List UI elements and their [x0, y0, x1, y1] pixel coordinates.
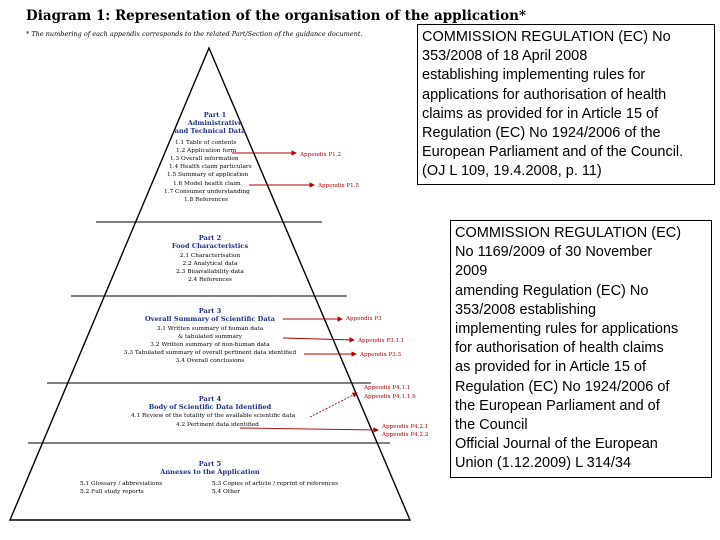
part-2-item: 2.3 Bioavailability data — [176, 269, 244, 275]
part-1-item: 1.1 Table of contents — [175, 140, 237, 146]
textbox-line: Regulation (EC) No 1924/2006 of the — [422, 125, 661, 142]
textbox-line: European Parliament and of the Council. — [422, 144, 684, 161]
diagram-title: Diagram 1: Representation of the organisation of the application* — [26, 8, 527, 24]
part-2-heading-line: Food Characteristics — [171, 242, 249, 250]
part-4-heading-line: Body of Scientific Data Identified — [148, 403, 272, 411]
textbox-line: implementing rules for applications — [455, 321, 679, 338]
appendix-label: Appendix P4.2.2 — [382, 432, 429, 438]
part-5-item: 5.2 Full study reports — [80, 489, 144, 495]
part-5-heading-line: Part 5 — [198, 460, 222, 468]
part-3-item: 3.4 Overall conclusions — [175, 358, 245, 364]
appendix-label: Appendix P3 — [346, 316, 382, 322]
part-3-item: 3.2 Written summary of non-human data — [150, 342, 270, 348]
part-3-item: 3.1 Written summary of human data — [156, 326, 264, 332]
textbox-line: COMMISSION REGULATION (EC) — [455, 225, 682, 241]
part-3-item: & tabulated summary — [177, 334, 243, 340]
appendix-label: Appendix P3.3 — [360, 352, 402, 358]
textbox-line: applications for authorisation of health — [422, 86, 667, 103]
textbox-line: 2009 — [455, 263, 488, 280]
part-1-item: 1.6 Model health claim — [173, 181, 241, 187]
part-5-item: 5.1 Glossary / abbreviations — [80, 481, 163, 487]
regulation-textbox-1169-2009 — [450, 220, 712, 478]
part-5-item: 5.4 Other — [212, 489, 241, 495]
regulation-textbox-353-2008 — [417, 24, 715, 185]
textbox-line: No 1169/2009 of 30 November — [455, 244, 653, 261]
part-5-item: 5.3 Copies of article / reprint of references — [212, 481, 339, 487]
appendix-label: Appendix P1.2 — [300, 152, 342, 158]
part-4-heading-line: Part 4 — [198, 395, 222, 403]
part-2-item: 2.2 Analytical data — [182, 261, 238, 267]
appendix-label: Appendix P1.5 — [318, 183, 360, 189]
part-2-item: 2.1 Characterisation — [179, 253, 241, 259]
textbox-line: 353/2008 establishing — [455, 301, 597, 318]
part-1-item: 1.5 Summary of application — [167, 172, 249, 178]
part-1-item: 1.7 Consumer understanding — [164, 189, 250, 195]
diagram-footnote: * The numbering of each appendix corresponds to the related Part/Section of the guidance document. — [26, 30, 363, 38]
part-1-heading-line: and Technical Data — [174, 127, 246, 135]
textbox-line: claims as provided for in Article 15 of — [422, 105, 659, 122]
part-1-item: 1.2 Application form — [176, 148, 237, 154]
appendix-label: Appendix P4.2.1 — [382, 424, 429, 430]
textbox-line: for authorisation of health claims — [455, 340, 664, 357]
textbox-line: 353/2008 of 18 April 2008 — [422, 48, 588, 65]
part-2-item: 2.4 References — [187, 277, 233, 283]
part-3-item: 3.3 Tabulated summary of overall pertinent data identified — [123, 350, 297, 356]
textbox-line: the Council — [455, 417, 528, 434]
part-1-item: 1.4 Health claim particulars — [169, 164, 252, 170]
textbox-line: Regulation (EC) No 1924/2006 of — [455, 378, 670, 395]
part-1-item: 1.8 References — [184, 197, 229, 203]
appendix-label: Appendix P4.1.1 — [364, 385, 411, 391]
part-1-item: 1.3 Overall information — [170, 156, 239, 162]
part-3-heading-line: Overall Summary of Scientific Data — [145, 315, 275, 323]
part-1-heading-line: Administrative — [187, 119, 243, 127]
textbox-line: the European Parliament and of — [455, 397, 660, 414]
part-1-heading-line: Part 1 — [203, 111, 227, 119]
appendix-label: Appendix P4.1.1.6 — [364, 394, 416, 400]
part-5-heading-line: Annexes to the Application — [160, 468, 260, 476]
textbox-line: establishing implementing rules for — [422, 67, 646, 84]
appendix-label: Appendix P3.1.1 — [358, 338, 405, 344]
part-4-item: 4.1 Review of the totality of the available scientific data — [131, 413, 296, 419]
part-2-heading-line: Part 2 — [198, 234, 222, 242]
textbox-line: COMMISSION REGULATION (EC) No — [422, 29, 671, 45]
textbox-line: amending Regulation (EC) No — [455, 282, 649, 299]
textbox-line: Official Journal of the European — [455, 436, 658, 453]
textbox-line: Union (1.12.2009) L 314/34 — [455, 455, 632, 472]
part-4-item: 4.2 Pertinent data identified — [176, 422, 259, 428]
textbox-line: as provided for in Article 15 of — [455, 359, 647, 376]
part-3-heading-line: Part 3 — [198, 307, 222, 315]
textbox-line: (OJ L 109, 19.4.2008, p. 11) — [422, 163, 602, 180]
